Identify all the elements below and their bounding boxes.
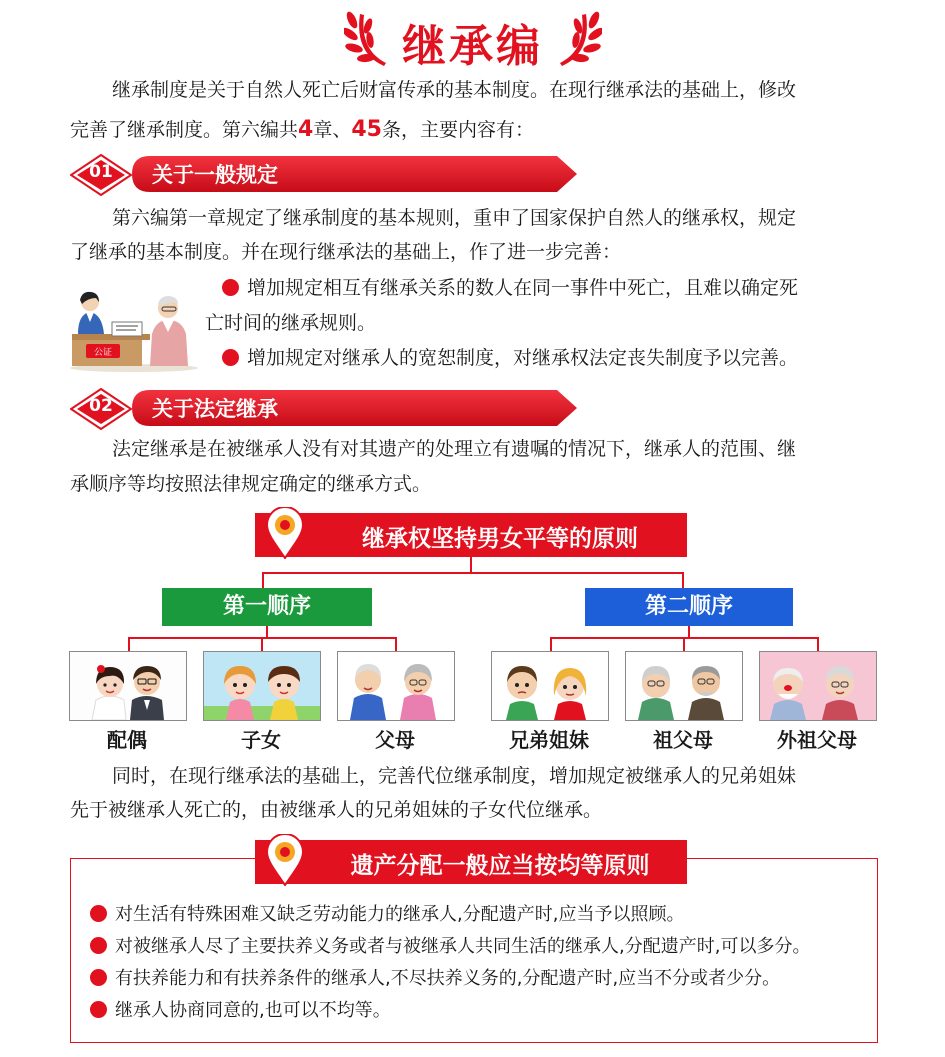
distribution-rule-3	[90, 964, 780, 994]
section-1-bullet-1-cont: 亡时间的继承规则。	[205, 312, 377, 334]
notary-sign: 公证	[93, 348, 113, 358]
section-1-para-line-1: 第六编第一章规定了继承制度的基本规则，重申了国家保护自然人的继承权，规定	[112, 207, 797, 229]
section-1-para-line-2: 了继承的基本制度。并在现行继承法的基础上，作了进一步完善：	[70, 241, 622, 263]
children-label: 子女	[241, 728, 281, 752]
intro-line-1: 继承制度是关于自然人死亡后财富传承的基本制度。在现行继承法的基础上，修改	[112, 79, 797, 101]
grandparents-card	[625, 651, 743, 721]
section-1-number: 01	[89, 162, 113, 182]
section-1-bullet-1-text: 增加规定相互有继承关系的数人在同一事件中死亡，且难以确定死	[247, 277, 799, 299]
children-card	[203, 651, 321, 721]
distribution-rule-1	[90, 900, 684, 930]
grandparents-icon	[626, 652, 742, 720]
spouse-couple-icon	[70, 652, 186, 720]
page-title: 继承编	[402, 21, 543, 72]
bullet-dot-icon	[222, 349, 239, 366]
distribution-rule-2	[90, 932, 810, 962]
children-icon	[204, 652, 320, 720]
tree-line	[470, 557, 472, 573]
spouse-card	[69, 651, 187, 721]
section-1-header	[70, 152, 580, 196]
parents-icon	[338, 652, 454, 720]
bullet-dot-icon	[90, 969, 107, 986]
equality-banner	[255, 513, 687, 557]
representation-line-2: 先于被继承人死亡的，由被继承人的兄弟姐妹的子女代位继承。	[70, 799, 603, 821]
tree-line	[261, 637, 263, 652]
tree-line	[395, 637, 397, 652]
section-1-bullet-2-text: 增加规定对继承人的宽恕制度，对继承权法定丧失制度予以完善。	[247, 347, 799, 369]
bullet-dot-icon	[90, 937, 107, 954]
distribution-rule-1-text: 对生活有特殊困难又缺乏劳动能力的继承人,分配遗产时,应当予以照顾。	[115, 904, 685, 925]
siblings-icon	[492, 652, 608, 720]
siblings-card	[491, 651, 609, 721]
right-laurel-icon	[556, 8, 602, 68]
siblings-label: 兄弟姐妹	[509, 728, 589, 752]
parents-label: 父母	[375, 728, 415, 752]
tree-line	[682, 572, 684, 588]
tree-line	[128, 637, 130, 652]
tree-line	[262, 572, 264, 588]
title-area	[0, 4, 945, 72]
second-order-box: 第二顺序	[585, 588, 793, 626]
section-2-number: 02	[89, 396, 113, 416]
distribution-rule-4-text: 继承人协商同意的,也可以不均等。	[115, 1000, 391, 1021]
grandparents-label: 祖父母	[653, 728, 713, 752]
distribution-rule-3-text: 有扶养能力和有扶养条件的继承人,不尽扶养义务的,分配遗产时,应当不分或者少分。	[115, 968, 781, 989]
article-count: 45	[351, 117, 382, 142]
maternal-grandparents-card	[759, 651, 877, 721]
distribution-banner	[255, 840, 687, 884]
chapter-count: 4	[298, 117, 314, 142]
notary-illustration	[68, 288, 200, 372]
first-order-box: 第一顺序	[162, 588, 372, 626]
parents-card	[337, 651, 455, 721]
intro-text-c: 条，主要内容有：	[381, 119, 534, 141]
intro-line-2	[70, 113, 534, 147]
tree-line	[262, 572, 683, 574]
section-1-bullet-2	[222, 342, 798, 375]
distribution-banner-text: 遗产分配一般应当按均等原则	[350, 853, 650, 879]
location-pin-icon	[265, 834, 305, 886]
section-1-title: 关于一般规定	[152, 163, 278, 187]
section-2-para-line-2: 承顺序等均按照法律规定确定的继承方式。	[70, 473, 432, 495]
tree-line	[817, 637, 819, 652]
location-pin-icon	[265, 507, 305, 559]
section-2-title: 关于法定继承	[152, 397, 278, 421]
intro-text-a: 完善了继承制度。第六编共	[70, 119, 299, 141]
maternal-grandparents-icon	[760, 652, 876, 720]
section-1-bullet-1	[222, 272, 798, 305]
section-2-header	[70, 386, 580, 430]
section-2-para-line-1: 法定继承是在被继承人没有对其遗产的处理立有遗嘱的情况下，继承人的范围、继	[112, 438, 797, 460]
intro-text-b: 章、	[313, 119, 352, 141]
tree-line	[683, 637, 685, 652]
tree-line	[550, 637, 552, 652]
maternal-grandparents-label: 外祖父母	[777, 728, 857, 752]
bullet-dot-icon	[222, 279, 239, 296]
distribution-rule-4	[90, 996, 391, 1026]
bullet-dot-icon	[90, 905, 107, 922]
spouse-label: 配偶	[107, 728, 147, 752]
representation-line-1: 同时，在现行继承法的基础上，完善代位继承制度，增加规定被继承人的兄弟姐妹	[112, 765, 797, 787]
distribution-rule-2-text: 对被继承人尽了主要扶养义务或者与被继承人共同生活的继承人,分配遗产时,可以多分。	[115, 936, 811, 957]
equality-banner-text: 继承权坚持男女平等的原则	[362, 526, 638, 552]
bullet-dot-icon	[90, 1001, 107, 1018]
